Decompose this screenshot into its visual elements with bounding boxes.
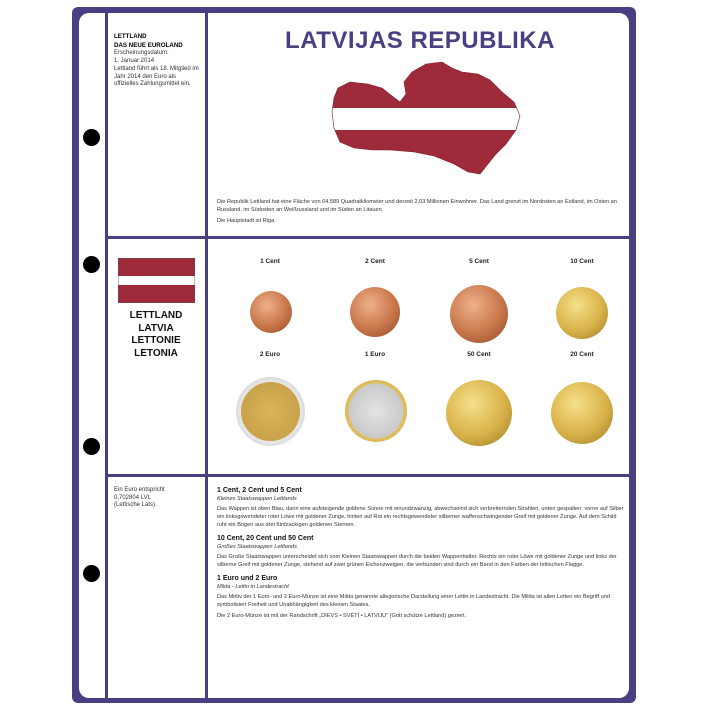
- section-text-edge-inscription: Die 2 Euro-Münze ist mit der Randschrift „DIEVS • SVĒTĪ • LATVIJU“ (Gott schütze Lettland) geziert.: [217, 613, 467, 619]
- exchange-line-1: Ein Euro entspricht: [114, 487, 165, 493]
- section-text-euro-coins: Das Motiv der 1 Euro- und 2 Euro-Münze ist eine Milda genannte allegorische Darstellung einer Lettin in Landestracht. Die Milda ist allen Letten ein Begriff und symbolisiert Freiheit und Unabhängigkeit des kleinen Staates.: [217, 594, 610, 608]
- section-title-small-coins: 1 Cent, 2 Cent und 5 Cent: [217, 487, 302, 494]
- latvia-flag-icon: [118, 258, 195, 303]
- intro-sidebar: [114, 33, 202, 89]
- section-subtitle-small-coins: Kleines Staatswappen Lettlands: [217, 496, 297, 502]
- coin-label-50cent: 50 Cent: [467, 351, 491, 358]
- intro-subheading: DAS NEUE EUROLAND: [114, 41, 183, 49]
- country-name-de: LETTLAND: [129, 310, 183, 321]
- binder-hole: [83, 565, 100, 582]
- coin-2euro: [236, 377, 305, 446]
- coin-5cent: [450, 285, 508, 343]
- page-title: LATVIJAS REPUBLIKA: [285, 27, 555, 54]
- coin-label-2cent: 2 Cent: [365, 258, 385, 265]
- capital-text: Die Hauptstadt ist Riga.: [217, 218, 276, 224]
- exchange-currency: (Lettische Lats).: [114, 502, 157, 508]
- intro-heading: LETTLAND: [114, 33, 147, 40]
- exchange-rate-value: 0,702804 LVL: [114, 494, 151, 501]
- binder-hole: [83, 256, 100, 273]
- country-name-es: LETONIA: [134, 347, 178, 359]
- country-name-en: LATVIA: [138, 322, 174, 334]
- binder-hole: [83, 438, 100, 455]
- coin-50cent: [446, 380, 512, 446]
- section-text-medium-coins: Das Große Staatswappen unterscheidet sich vom Kleinen Staatswappen durch die beiden Wappenhalter. Rechts ein roter Löwe mit goldener Zunge und links der silberne Greif mit goldener Zunge, stehend auf zwei grünen Eichenzweigen, die verbunden sind durch ein Band in den Farben der lettischen Flagge.: [217, 554, 617, 568]
- coin-10cent: [556, 287, 608, 339]
- exchange-rate-note: [114, 487, 202, 510]
- coin-2cent: [350, 287, 400, 337]
- coin-20cent: [551, 382, 613, 444]
- country-names: [108, 310, 204, 360]
- column-divider: [205, 13, 208, 698]
- coin-1euro: [345, 380, 407, 442]
- intro-note: Lettland führt als 18. Mitglied im Jahr 2014 den Euro als offizielles Zahlungsmittel ein.: [114, 66, 199, 87]
- latvia-map-flag-icon: [330, 58, 522, 180]
- coin-label-1cent: 1 Cent: [260, 258, 280, 265]
- section-subtitle-euro-coins: Milda - Lettin in Landestracht: [217, 584, 289, 590]
- coin-1cent: [250, 291, 292, 333]
- section-title-euro-coins: 1 Euro und 2 Euro: [217, 575, 278, 582]
- section-text-small-coins: Das Wappen ist oben Blau, darin eine aufsteigende goldene Sonne mit einundzwanzig, abwechselnd sich verbreiternden Strahlen, unten gespalten; vorne auf Silber ein linksgewendeter roter Löwe mit goldener Zunge, hinten auf Rot ein rechtsgewendeter silberner waffenschwingender Greif mit goldener Zunge. Auf dem Schild ruht ein Bogen aus drei fünfzackigen goldenen Sternen.: [217, 506, 624, 528]
- coin-label-10cent: 10 Cent: [570, 258, 594, 265]
- coin-label-2euro: 2 Euro: [259, 351, 281, 358]
- description-text: Die Republik Lettland hat eine Fläche von 64.589 Quadratkilometer und derzeit 2,03 Millionen Einwohner. Das Land grenzt im Nordosten an Estland, im Osten an Russland, im Südosten an Weißrussland und im Süden an Litauen.: [217, 199, 617, 213]
- row-divider: [105, 236, 636, 239]
- coin-label-20cent: 20 Cent: [570, 351, 594, 358]
- coin-label-1euro: 1 Euro: [364, 351, 386, 358]
- row-divider: [105, 474, 636, 477]
- coin-descriptions: [217, 487, 627, 623]
- binder-hole: [83, 129, 100, 146]
- section-subtitle-medium-coins: Großes Staatswappen Lettlands: [217, 544, 297, 550]
- country-name-fr: LETTONIE: [131, 335, 181, 346]
- country-description: [217, 198, 627, 228]
- section-title-medium-coins: 10 Cent, 20 Cent und 50 Cent: [217, 535, 314, 542]
- release-label: Erscheinungsdatum:: [114, 50, 169, 56]
- release-date: 1. Januar 2014: [114, 57, 155, 64]
- coin-label-5cent: 5 Cent: [469, 258, 489, 265]
